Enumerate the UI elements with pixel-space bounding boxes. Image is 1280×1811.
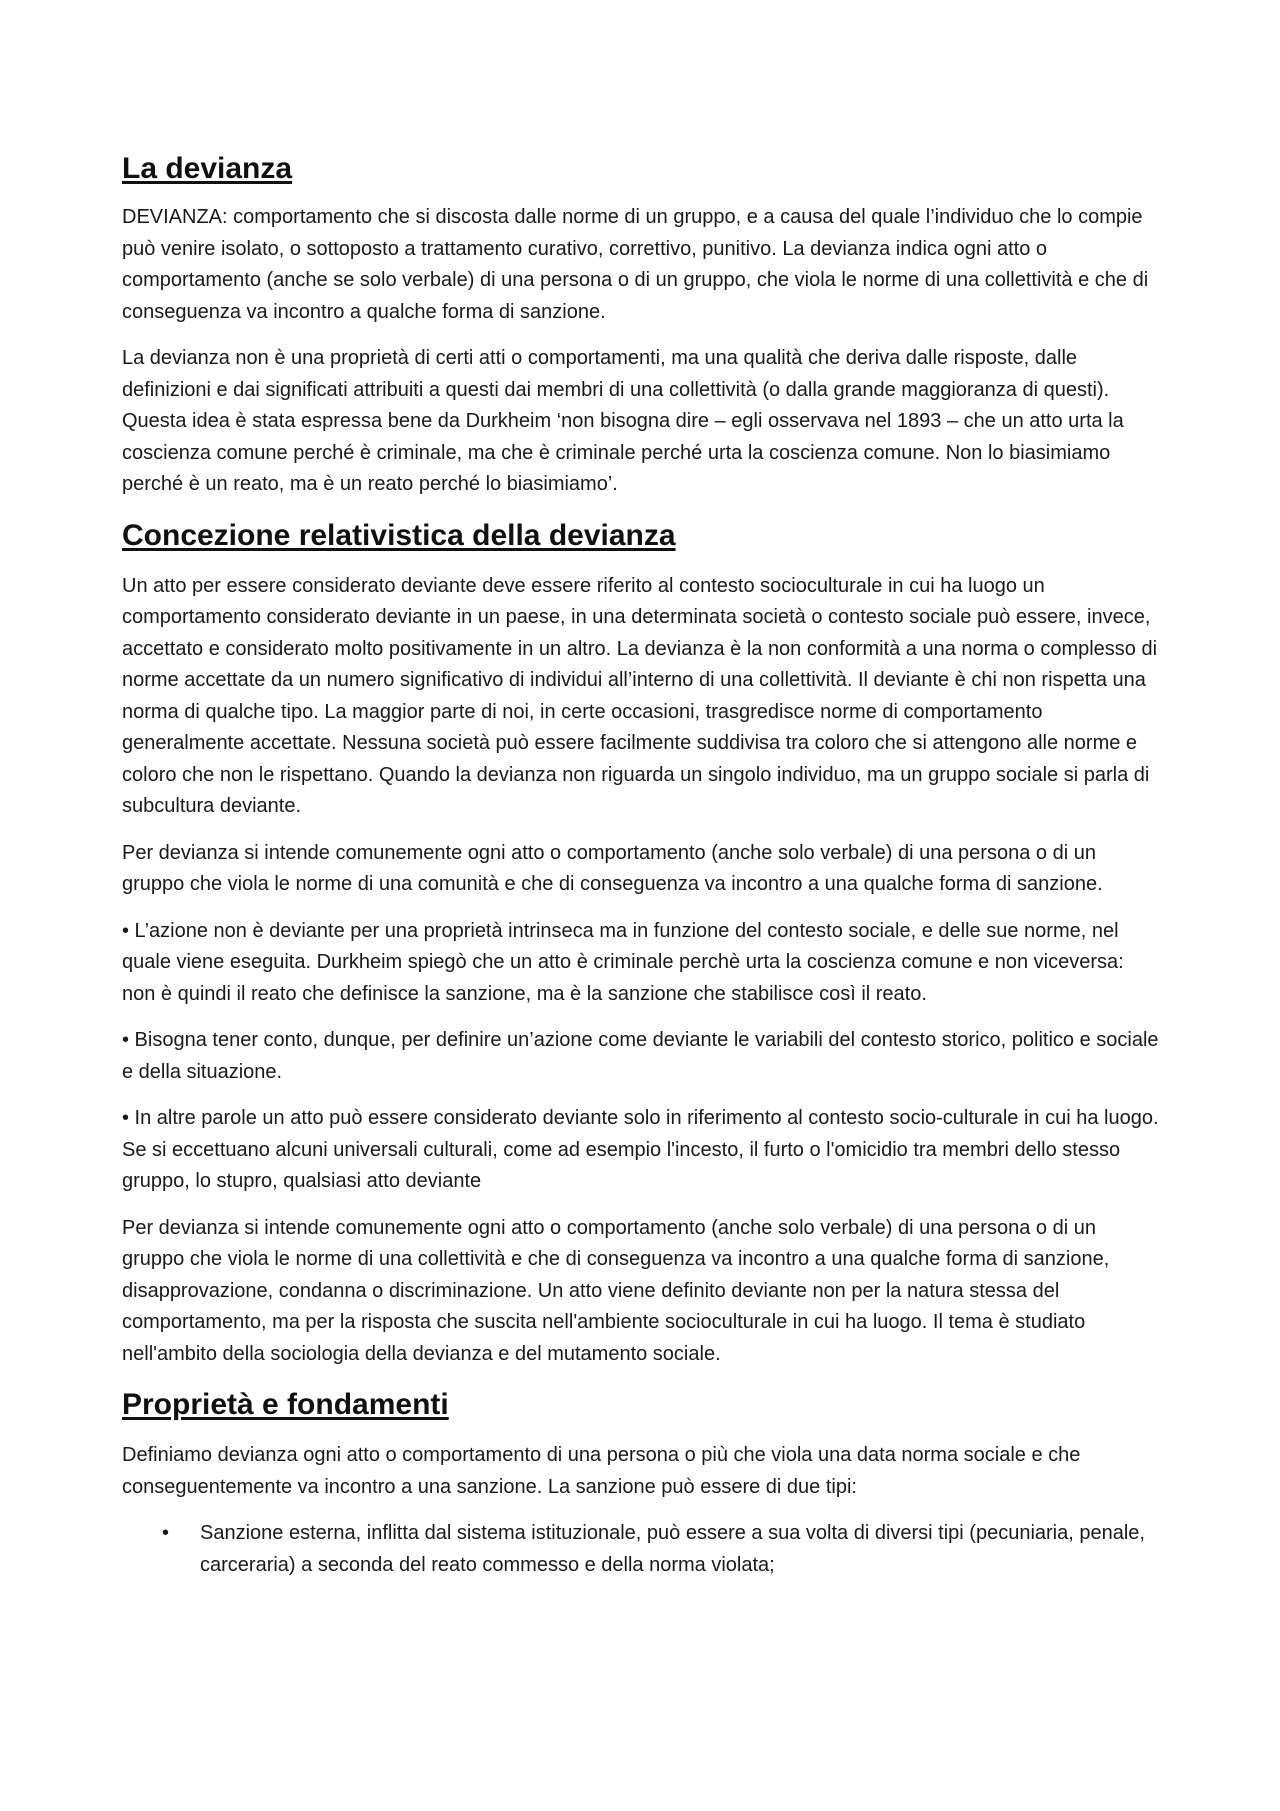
paragraph-bullet-azione: • L’azione non è deviante per una proprietà intrinseca ma in funzione del contesto sociale, e delle sue norme, nel quale viene eseguita. Durkheim spiegò che un atto è criminale perchè urta la coscienza comune e non viceversa: non è quindi il reato che definisce la sanzione, ma è la sanzione che stabilisce così il reato. (122, 919, 1124, 1005)
heading-proprieta-fondamenti: Proprietà e fondamenti (122, 1388, 449, 1421)
paragraph-bullet-universali: • In altre parole un atto può essere considerato deviante solo in riferimento al contesto socio-culturale in cui ha luogo. Se si eccettuano alcuni universali culturali, come ad esempio l'incesto, il furto o l'omicidio tra membri dello stesso gruppo, lo stupro, qualsiasi atto deviante (122, 1107, 1159, 1192)
paragraph-definizione-devianza: DEVIANZA: comportamento che si discosta dalle norme di un gruppo, e a causa del quale l’individuo che lo compie può venire isolato, o sottoposto a trattamento curativo, correttivo, punitivo. La devianza indica ogni atto o comportamento (anche se solo verbale) di una persona o di un gruppo, che viola le norme di una collettività e che di conseguenza va incontro a qualche forma di sanzione. (122, 206, 1149, 323)
paragraph-sanzione-tipi: Definiamo devianza ogni atto o comportamento di una persona o più che viola una data norma sociale e che conseguentemente va incontro a una sanzione. La sanzione può essere di due tipi: (122, 1444, 1081, 1498)
paragraph-contesto-socioculturale: Un atto per essere considerato deviante deve essere riferito al contesto socioculturale in cui ha luogo un comportamento considerato deviante in un paese, in una determinata società o contesto sociale può essere, invece, accettato e considerato molto positivamente in un altro. La devianza è la non conformità a una norma o complesso di norme accettate da un numero significativo di individui all’interno di una collettività. Il deviante è chi non rispetta una norma di qualche tipo. La maggior parte di noi, in certe occasioni, trasgredisce norme di comportamento generalmente accettate. Nessuna società può essere facilmente suddivisa tra coloro che si attengono alle norme e coloro che non le rispettano. Quando la devianza non riguarda un singolo individuo, ma un gruppo sociale si parla di subcultura deviante. (122, 574, 1158, 817)
heading-concezione-relativistica: Concezione relativistica della devianza (122, 518, 676, 552)
list-item (122, 1518, 1162, 1581)
paragraph-definizione-comune: Per devianza si intende comunemente ogni atto o comportamento (anche solo verbale) di una persona o di un gruppo che viola le norme di una comunità e che di conseguenza va incontro a una qualche forma di sanzione. (122, 841, 1103, 895)
bullet-icon: • (162, 1522, 170, 1544)
paragraph-bullet-variabili: • Bisogna tener conto, dunque, per definire un’azione come deviante le variabili del contesto storico, politico e sociale e della situazione. (122, 1029, 1159, 1083)
document-page (122, 150, 1162, 1581)
heading-la-devianza: La devianza (122, 152, 293, 185)
list-item-text: Sanzione esterna, inflitta dal sistema istituzionale, può essere a sua volta di diversi tipi (pecuniaria, penale, carceraria) a seconda del reato commesso e della norma violata; (200, 1522, 1145, 1576)
paragraph-durkheim-quote: La devianza non è una proprietà di certi atti o comportamenti, ma una qualità che deriva dalle risposte, dalle definizioni e dai significati attribuiti a questi dai membri di una collettività (o dalla grande maggioranza di questi). Questa idea è stata espressa bene da Durkheim ‘non bisogna dire – egli osservava nel 1893 – che un atto urta la coscienza comune perché è criminale, ma che è criminale perché urta la coscienza comune. Non lo biasimiamo perché è un reato, ma è un reato perché lo biasimiamo’. (122, 347, 1124, 495)
paragraph-sociologia-devianza: Per devianza si intende comunemente ogni atto o comportamento (anche solo verbale) di una persona o di un gruppo che viola le norme di una collettività e che di conseguenza va incontro a una qualche forma di sanzione, disapprovazione, condanna o discriminazione. Un atto viene definito deviante non per la natura stessa del comportamento, ma per la risposta che suscita nell'ambiente socioculturale in cui ha luogo. Il tema è studiato nell'ambito della sociologia della devianza e del mutamento sociale. (122, 1216, 1110, 1365)
sanction-list (122, 1518, 1162, 1581)
